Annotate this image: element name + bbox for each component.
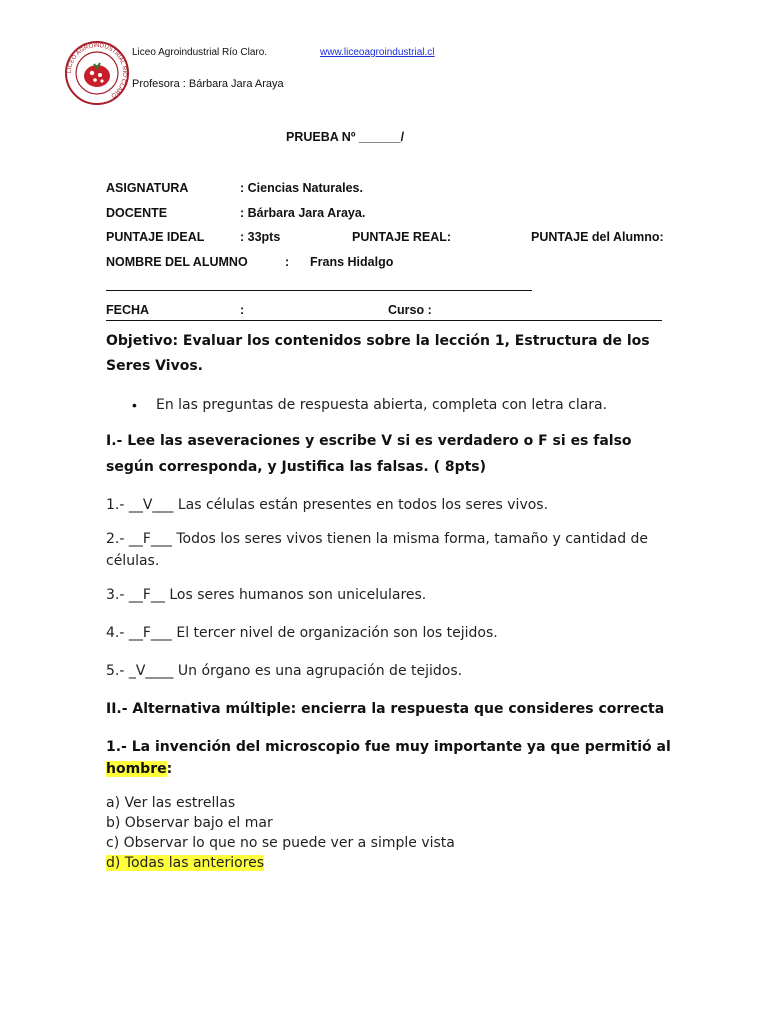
objective-line-1: Objetivo: Evaluar los contenidos sobre la lección 1, Estructura de los xyxy=(106,333,650,349)
asignatura-value: : Ciencias Naturales. xyxy=(240,181,363,195)
nombre-label: NOMBRE DEL ALUMNO xyxy=(106,255,248,269)
teacher-line: Profesora : Bárbara Jara Araya xyxy=(132,78,284,90)
option-b[interactable]: b) Observar bajo el mar xyxy=(106,815,273,831)
tf-item-3: 3.- __F__ Los seres humanos son unicelulares. xyxy=(106,587,427,603)
tf-item-1: 1.- __V___ Las células están presentes en todos los seres vivos. xyxy=(106,497,549,513)
exam-title: PRUEBA Nº ______/ xyxy=(286,130,405,144)
fecha-separator: : xyxy=(240,303,245,317)
highlighted-word: hombre xyxy=(106,761,167,777)
puntaje-alumno-label: PUNTAJE del Alumno: xyxy=(531,230,664,244)
nombre-separator: : xyxy=(285,255,290,269)
website-link[interactable]: www.liceoagroindustrial.cl xyxy=(320,47,435,58)
tf-item-4: 4.- __F___ El tercer nivel de organización son los tejidos. xyxy=(106,625,498,641)
svg-text:LICEO AGROINDUSTRIAL RIO CLARO: LICEO AGROINDUSTRIAL RIO CLARO xyxy=(66,42,128,99)
section-2-title: II.- Alternativa múltiple: encierra la respuesta que consideres correcta xyxy=(106,701,665,717)
docente-value: : Bárbara Jara Araya. xyxy=(240,206,366,220)
option-a[interactable]: a) Ver las estrellas xyxy=(106,795,236,811)
school-logo xyxy=(64,40,130,106)
fecha-label: FECHA xyxy=(106,303,150,317)
question-1-line-2 xyxy=(106,761,172,777)
tf-item-2: 2.- __F___ Todos los seres vivos tienen la misma forma, tamaño y cantidad de xyxy=(106,531,649,547)
asignatura-label: ASIGNATURA xyxy=(106,181,189,195)
puntaje-ideal-value: : 33pts xyxy=(240,230,281,244)
nombre-rule xyxy=(106,290,532,291)
bullet-icon: • xyxy=(132,397,137,413)
nombre-value: Frans Hidalgo xyxy=(310,255,394,269)
puntaje-ideal-label: PUNTAJE IDEAL xyxy=(106,230,205,244)
curso-label: Curso : xyxy=(388,303,432,317)
section-1-title-line-2: según corresponda, y Justifica las falsas. ( 8pts) xyxy=(106,459,487,475)
question-1-line-1: 1.- La invención del microscopio fue muy importante ya que permitió al xyxy=(106,739,671,755)
docente-label: DOCENTE xyxy=(106,206,168,220)
option-c[interactable]: c) Observar lo que no se puede ver a simple vista xyxy=(106,835,455,851)
section-1-title-line-1: I.- Lee las aseveraciones y escribe V si es verdadero o F si es falso xyxy=(106,433,632,449)
fecha-rule xyxy=(106,320,662,321)
instruction-text: En las preguntas de respuesta abierta, completa con letra clara. xyxy=(156,397,608,413)
question-1-colon: : xyxy=(166,761,173,777)
option-d-selected[interactable]: d) Todas las anteriores xyxy=(106,855,265,871)
tf-item-2-continued: células. xyxy=(106,553,160,569)
school-name: Liceo Agroindustrial Río Claro. xyxy=(132,47,268,58)
puntaje-real-label: PUNTAJE REAL: xyxy=(352,230,452,244)
tf-item-5: 5.- _V____ Un órgano es una agrupación de tejidos. xyxy=(106,663,463,679)
objective-line-2: Seres Vivos. xyxy=(106,358,203,374)
